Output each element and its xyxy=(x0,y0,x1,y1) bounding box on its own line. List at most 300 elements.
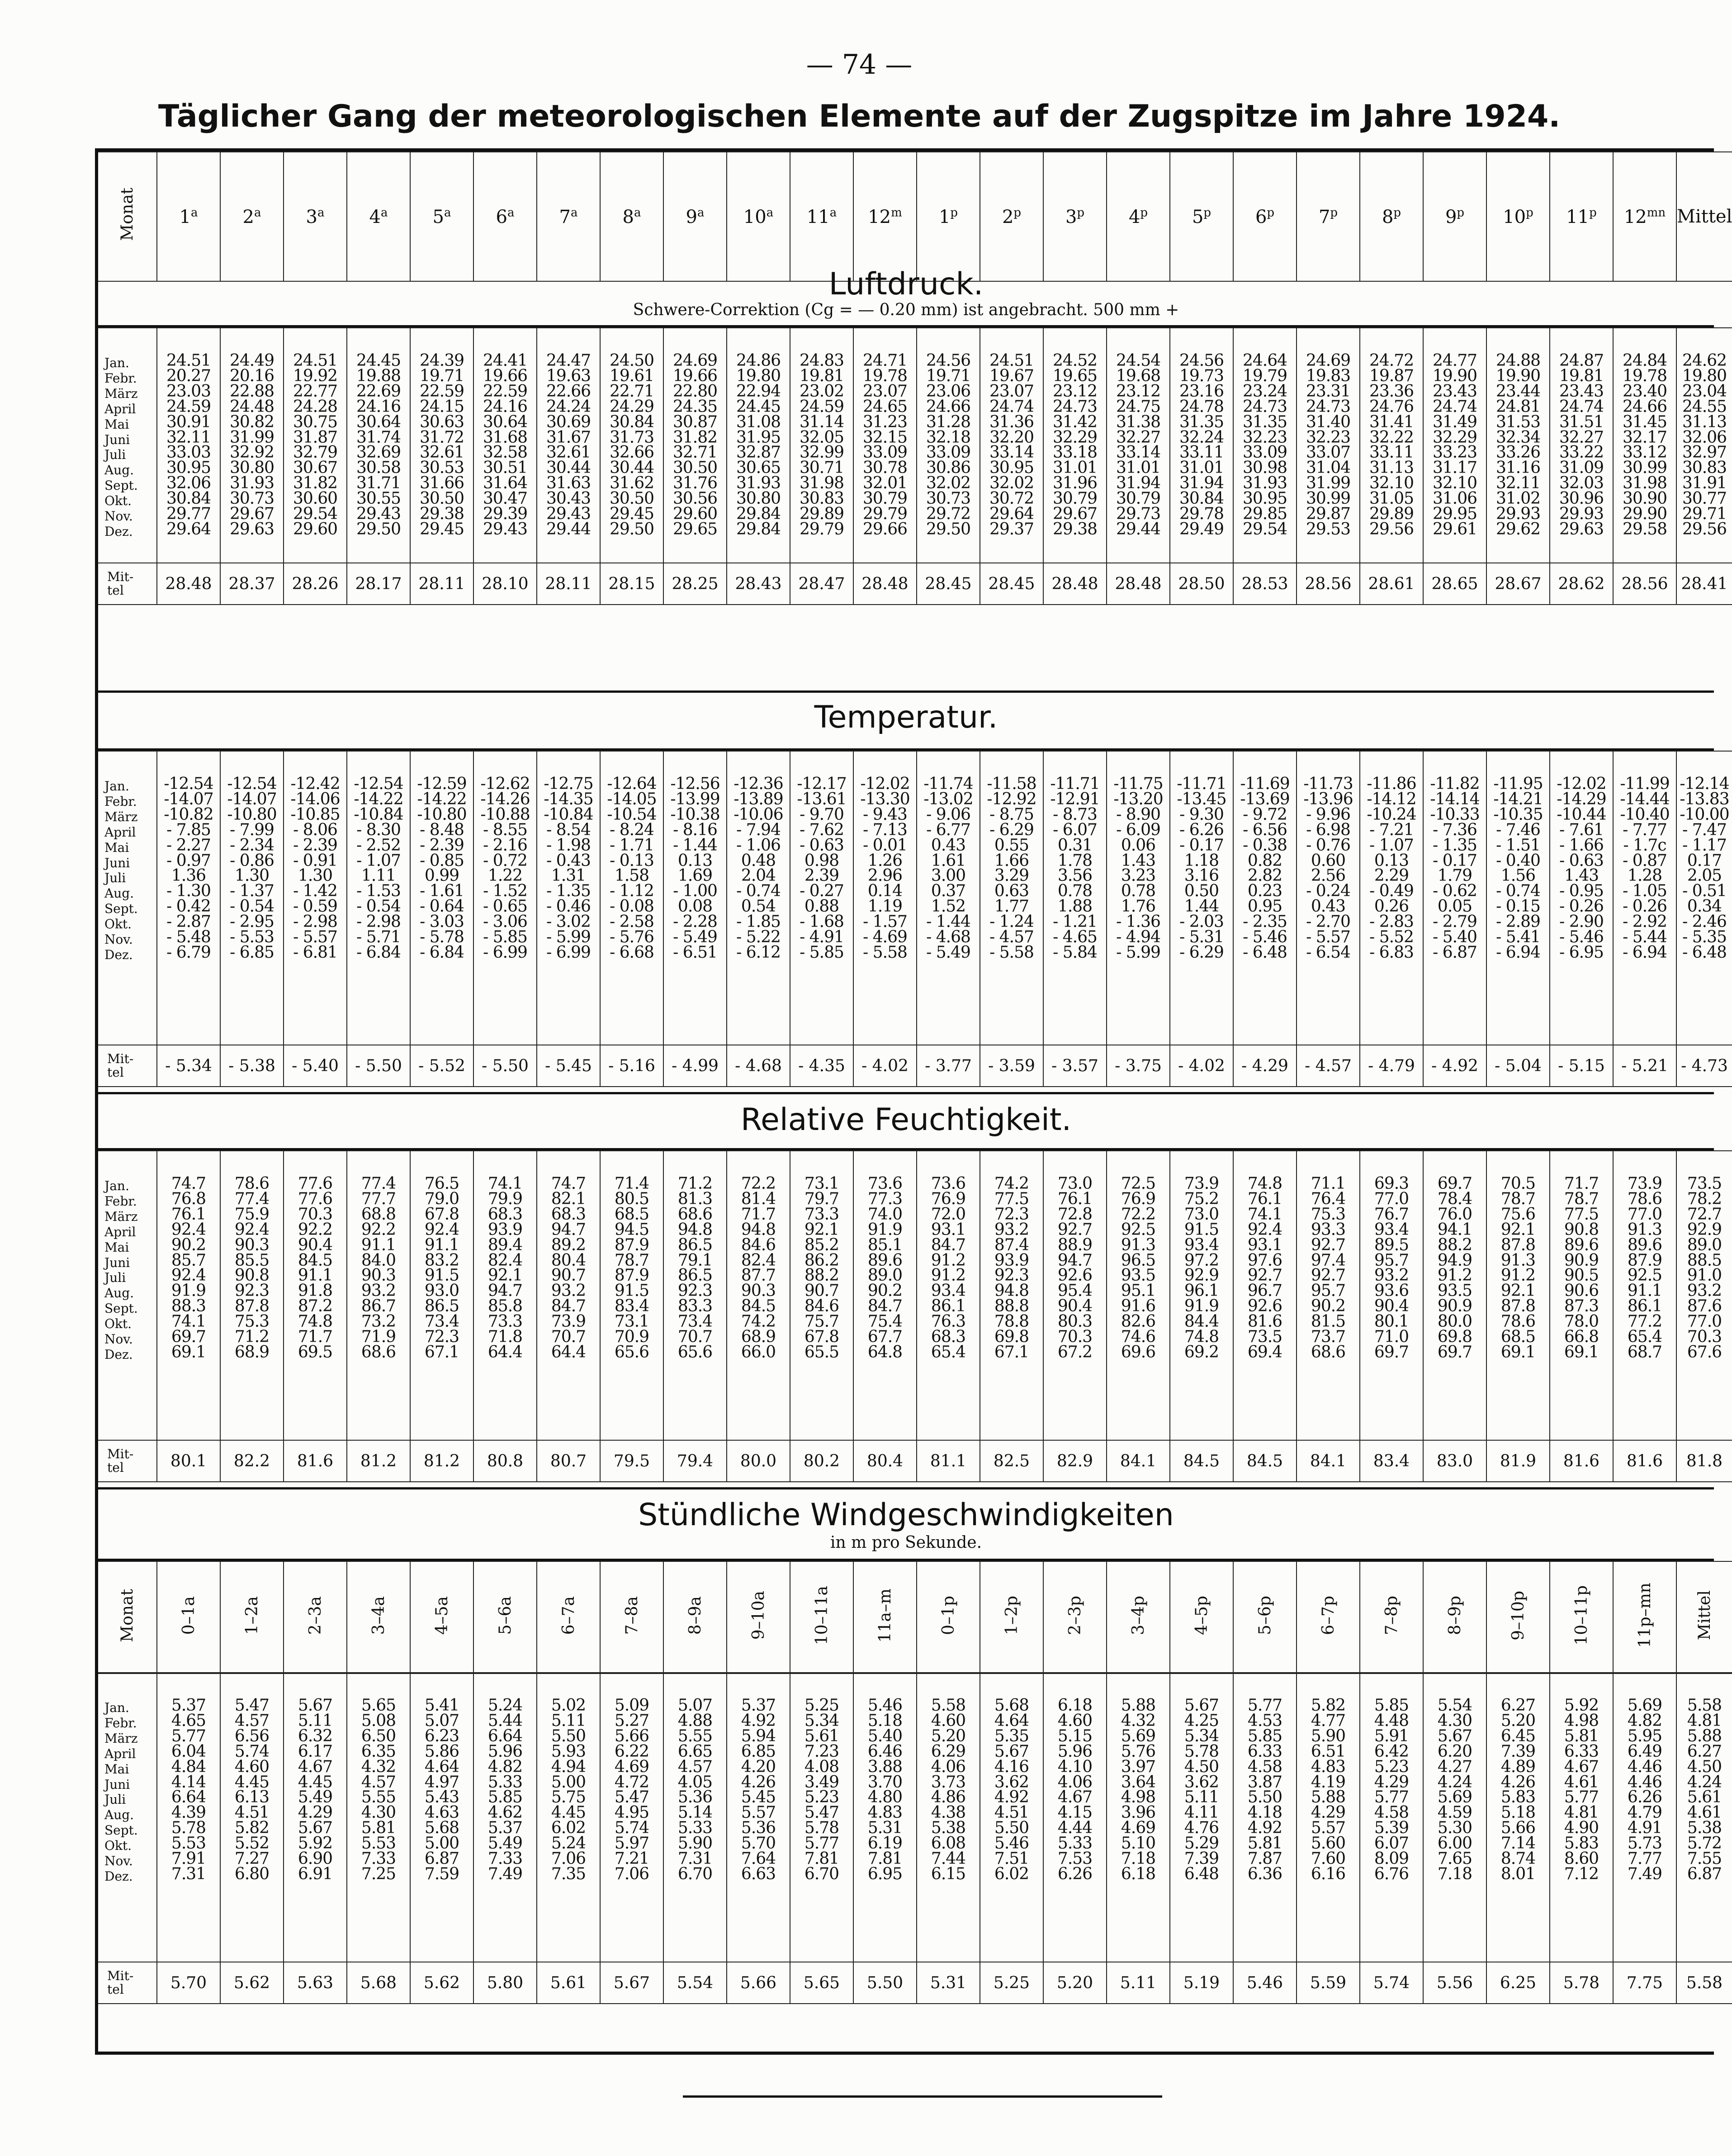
luftdruck-mean-13: 28.45 xyxy=(980,563,1043,605)
value-cell: 65.6 xyxy=(614,1343,649,1362)
value-cell: 31.93 xyxy=(736,474,781,493)
value-cell: 69.8 xyxy=(1437,1328,1472,1347)
feuchtigkeit-mean-21: 81.9 xyxy=(1486,1440,1550,1482)
value-cell: 4.58 xyxy=(1247,1757,1282,1776)
value-cell: 30.79 xyxy=(1116,489,1161,508)
value-cell: 72.5 xyxy=(1121,1174,1156,1193)
value-cell: 78.6 xyxy=(234,1174,270,1193)
value-cell: 24.69 xyxy=(1306,351,1351,370)
value-cell: 76.4 xyxy=(1311,1189,1346,1208)
value-cell: 6.70 xyxy=(804,1864,839,1883)
luftdruck-column-19 xyxy=(1360,328,1423,563)
value-cell: 5.92 xyxy=(298,1834,333,1853)
value-cell: - 5.76 xyxy=(610,928,654,947)
value-cell: - 7.13 xyxy=(863,820,907,839)
wind-column-23 xyxy=(1613,1673,1676,1962)
value-cell: 0.88 xyxy=(804,897,839,916)
hour-label: 2$^p$ xyxy=(1002,206,1022,227)
value-cell: 29.60 xyxy=(293,520,338,539)
hour-header-Mittel xyxy=(1676,152,1732,281)
value-cell: 4.57 xyxy=(361,1773,396,1792)
value-cell: - 5.22 xyxy=(736,928,781,947)
value-cell: - 6.87 xyxy=(1433,943,1477,962)
value-cell: 73.3 xyxy=(487,1312,523,1331)
wind-hour-label: 10–11p xyxy=(1572,1585,1591,1645)
value-cell: 5.07 xyxy=(677,1696,713,1715)
mean-row-label: Mit- tel xyxy=(98,1045,157,1087)
value-cell: 84.5 xyxy=(741,1297,776,1316)
value-cell: 24.84 xyxy=(1622,351,1667,370)
value-cell: -12.54 xyxy=(227,775,277,793)
value-cell: 29.71 xyxy=(1682,505,1727,524)
value-cell: 68.5 xyxy=(614,1205,649,1224)
value-cell: -11.73 xyxy=(1303,775,1353,793)
temperatur-column-24 xyxy=(1676,751,1732,1045)
value-cell: - 7.62 xyxy=(800,820,844,839)
value-cell: 74.8 xyxy=(1184,1328,1219,1347)
value-cell: 30.96 xyxy=(1559,489,1604,508)
value-cell: 92.3 xyxy=(994,1266,1029,1285)
value-cell: 4.18 xyxy=(1247,1803,1282,1822)
value-cell: 5.77 xyxy=(1247,1696,1282,1715)
value-cell: 31.95 xyxy=(736,428,781,447)
wind-hour-header xyxy=(98,1561,1714,1674)
value-cell: 5.69 xyxy=(1437,1788,1472,1807)
hour-header-1p xyxy=(917,152,980,281)
value-cell: - 0.63 xyxy=(800,836,844,855)
value-cell: 74.8 xyxy=(298,1312,333,1331)
value-cell: 5.82 xyxy=(234,1819,270,1838)
wind-column-19 xyxy=(1360,1673,1423,1962)
value-cell: 32.61 xyxy=(546,443,591,462)
value-cell: 0.60 xyxy=(1311,851,1346,870)
value-cell: 5.82 xyxy=(1311,1696,1346,1715)
wind-hour-header-10 xyxy=(790,1561,853,1674)
value-cell: 4.72 xyxy=(614,1773,649,1792)
value-cell: 29.67 xyxy=(229,505,274,524)
value-cell: 90.8 xyxy=(234,1266,270,1285)
temperatur-column-9 xyxy=(727,751,790,1045)
value-cell: 4.32 xyxy=(361,1757,396,1776)
value-cell: 84.6 xyxy=(804,1297,839,1316)
value-cell: 33.11 xyxy=(1369,443,1414,462)
temperatur-mean-17: - 4.29 xyxy=(1233,1045,1297,1087)
value-cell: 76.1 xyxy=(1057,1189,1093,1208)
value-cell: 69.7 xyxy=(1374,1343,1409,1362)
value-cell: 69.6 xyxy=(1121,1343,1156,1362)
value-cell: 6.18 xyxy=(1057,1696,1093,1715)
wind-hour-header-15 xyxy=(1107,1561,1170,1674)
value-cell: 30.83 xyxy=(799,489,844,508)
value-cell: - 5.49 xyxy=(673,928,717,947)
value-cell: - 0.26 xyxy=(1623,897,1667,916)
value-cell: 5.24 xyxy=(487,1696,523,1715)
value-cell: 33.14 xyxy=(989,443,1034,462)
value-cell: 79.7 xyxy=(804,1189,839,1208)
wind-hour-header-24 xyxy=(1676,1561,1732,1674)
value-cell: 5.18 xyxy=(1500,1803,1536,1822)
luftdruck-column-5 xyxy=(473,328,537,563)
value-cell: 0.78 xyxy=(1121,882,1156,901)
luftdruck-column-10 xyxy=(790,328,853,563)
table-luftdruck xyxy=(98,327,1728,605)
value-cell: 0.17 xyxy=(1687,851,1722,870)
value-cell: 29.65 xyxy=(672,520,718,539)
value-cell: 6.08 xyxy=(931,1834,966,1853)
value-cell: 5.85 xyxy=(1374,1696,1409,1715)
temperatur-column-10 xyxy=(790,751,853,1045)
wind-column-10 xyxy=(790,1673,853,1962)
value-cell: - 2.98 xyxy=(356,913,401,931)
value-cell: - 1.05 xyxy=(1623,882,1667,901)
luftdruck-mean-1: 28.37 xyxy=(220,563,284,605)
value-cell: 94.8 xyxy=(741,1220,776,1239)
value-cell: 87.8 xyxy=(1500,1297,1536,1316)
value-cell: 29.45 xyxy=(419,520,464,539)
value-cell: 5.60 xyxy=(1311,1834,1346,1853)
value-cell: -12.14 xyxy=(1680,775,1729,793)
value-cell: 3.62 xyxy=(1184,1773,1219,1792)
temperatur-column-2 xyxy=(284,751,347,1045)
value-cell: 31.04 xyxy=(1306,459,1351,478)
value-cell: -14.14 xyxy=(1430,790,1480,808)
value-cell: 5.67 xyxy=(298,1696,333,1715)
feuchtigkeit-mean-7: 79.5 xyxy=(600,1440,663,1482)
value-cell: 69.1 xyxy=(1564,1343,1599,1362)
value-cell: 93.9 xyxy=(487,1220,523,1239)
value-cell: 0.50 xyxy=(1184,882,1219,901)
value-cell: 91.5 xyxy=(614,1281,649,1300)
value-cell: 82.1 xyxy=(551,1189,586,1208)
value-cell: 30.47 xyxy=(483,489,528,508)
value-cell: 92.2 xyxy=(298,1220,333,1239)
value-cell: 31.06 xyxy=(1432,489,1477,508)
temperatur-mean-20: - 4.92 xyxy=(1423,1045,1486,1087)
value-cell: 31.51 xyxy=(1559,412,1604,431)
wind-hour-label: 2–3a xyxy=(306,1596,325,1635)
value-cell: 95.7 xyxy=(1374,1251,1409,1270)
hour-header-11a xyxy=(790,152,853,281)
value-cell: 29.44 xyxy=(546,520,591,539)
value-cell: 0.55 xyxy=(994,836,1029,855)
value-cell: 5.31 xyxy=(867,1819,903,1838)
luftdruck-column-24 xyxy=(1676,328,1732,563)
value-cell: 5.10 xyxy=(1121,1834,1156,1853)
value-cell: 2.39 xyxy=(804,866,839,885)
luftdruck-mean-10: 28.47 xyxy=(790,563,853,605)
value-cell: 5.95 xyxy=(1627,1726,1662,1745)
value-cell: 30.51 xyxy=(483,459,528,478)
wind-column-2 xyxy=(284,1673,347,1962)
wind-hour-header-14 xyxy=(1043,1561,1107,1674)
value-cell: 87.9 xyxy=(614,1266,649,1285)
value-cell: 4.79 xyxy=(1627,1803,1662,1822)
value-cell: - 8.55 xyxy=(483,820,527,839)
wind-column-20 xyxy=(1423,1673,1486,1962)
value-cell: 6.63 xyxy=(741,1864,776,1883)
wind-hour-label: 1–2p xyxy=(1002,1596,1021,1635)
value-cell: 5.70 xyxy=(741,1834,776,1853)
value-cell: - 0.95 xyxy=(1559,882,1604,901)
value-cell: 32.01 xyxy=(862,474,908,493)
value-cell: 5.57 xyxy=(741,1803,776,1822)
value-cell: - 0.17 xyxy=(1433,851,1477,870)
value-cell: 5.45 xyxy=(741,1788,776,1807)
value-cell: 6.64 xyxy=(487,1726,523,1745)
value-cell: 91.9 xyxy=(171,1281,206,1300)
value-cell: 77.4 xyxy=(234,1189,270,1208)
value-cell: 82.6 xyxy=(1121,1312,1156,1331)
value-cell: 4.45 xyxy=(551,1803,586,1822)
value-cell: 76.0 xyxy=(1437,1205,1472,1224)
value-cell: 29.50 xyxy=(356,520,401,539)
value-cell: 29.39 xyxy=(483,505,528,524)
value-cell: 94.9 xyxy=(1437,1251,1472,1270)
value-cell: 5.81 xyxy=(1247,1834,1282,1853)
value-cell: 4.64 xyxy=(994,1711,1029,1730)
value-cell: 5.52 xyxy=(234,1834,270,1853)
wind-mean-2: 5.63 xyxy=(284,1962,347,2004)
feuchtigkeit-mean-4: 81.2 xyxy=(410,1440,473,1482)
luftdruck-column-2 xyxy=(284,328,347,563)
value-cell: 30.60 xyxy=(293,489,338,508)
temperatur-mean-1: - 5.38 xyxy=(220,1045,284,1087)
value-cell: 29.89 xyxy=(1369,505,1414,524)
value-cell: 5.57 xyxy=(1311,1819,1346,1838)
value-cell: -10.44 xyxy=(1557,805,1606,824)
value-cell: - 4.94 xyxy=(1116,928,1160,947)
value-cell: 5.68 xyxy=(424,1819,459,1838)
value-cell: 30.44 xyxy=(609,459,654,478)
value-cell: 5.50 xyxy=(1247,1788,1282,1807)
value-cell: 84.7 xyxy=(931,1235,966,1254)
value-cell: 4.51 xyxy=(234,1803,270,1822)
value-cell: 23.07 xyxy=(989,382,1034,401)
value-cell: 30.44 xyxy=(546,459,591,478)
value-cell: 6.33 xyxy=(1564,1742,1599,1761)
value-cell: - 5.78 xyxy=(420,928,464,947)
value-cell: 4.20 xyxy=(741,1757,776,1776)
wind-mean-8: 5.54 xyxy=(663,1962,727,2004)
value-cell: - 2.39 xyxy=(293,836,337,855)
value-cell: 32.05 xyxy=(799,428,844,447)
value-cell: 4.92 xyxy=(1247,1819,1282,1838)
value-cell: 1.11 xyxy=(361,866,396,885)
value-cell: 5.34 xyxy=(1184,1726,1219,1745)
value-cell: - 5.40 xyxy=(1433,928,1477,947)
luftdruck-mean-11: 28.48 xyxy=(853,563,917,605)
value-cell: - 5.58 xyxy=(989,943,1034,962)
value-cell: 6.00 xyxy=(1437,1834,1472,1853)
mean-row-label: Mit- tel xyxy=(98,1440,157,1482)
value-cell: - 1.30 xyxy=(166,882,211,901)
wind-hour-label: Mittel xyxy=(1695,1590,1714,1641)
luftdruck-mean-21: 28.67 xyxy=(1486,563,1550,605)
value-cell: 30.50 xyxy=(609,489,654,508)
luftdruck-column-4 xyxy=(410,328,473,563)
value-cell: 31.99 xyxy=(229,428,274,447)
value-cell: 29.64 xyxy=(166,520,211,539)
value-cell: 72.2 xyxy=(1121,1205,1156,1224)
value-cell: 68.6 xyxy=(361,1343,396,1362)
value-cell: 89.6 xyxy=(1564,1235,1599,1254)
value-cell: 4.80 xyxy=(867,1788,903,1807)
value-cell: -11.75 xyxy=(1113,775,1163,793)
value-cell: 5.00 xyxy=(424,1834,459,1853)
luftdruck-mean-20: 28.65 xyxy=(1423,563,1486,605)
value-cell: 0.26 xyxy=(1374,897,1409,916)
value-cell: 1.43 xyxy=(1121,851,1156,870)
value-cell: 5.34 xyxy=(804,1711,839,1730)
value-cell: - 0.87 xyxy=(1623,851,1667,870)
value-cell: 31.94 xyxy=(1116,474,1161,493)
value-cell: 91.2 xyxy=(1500,1266,1536,1285)
value-cell: 4.98 xyxy=(1564,1711,1599,1730)
feuchtigkeit-mean-22: 81.6 xyxy=(1550,1440,1613,1482)
value-cell: 78.2 xyxy=(1687,1189,1722,1208)
value-cell: 92.4 xyxy=(424,1220,459,1239)
value-cell: 5.81 xyxy=(1564,1726,1599,1745)
value-cell: 93.4 xyxy=(1184,1235,1219,1254)
value-cell: 4.91 xyxy=(1627,1819,1662,1838)
value-cell: 6.02 xyxy=(994,1864,1029,1883)
value-cell: -11.99 xyxy=(1620,775,1670,793)
feuchtigkeit-mean-14: 82.9 xyxy=(1043,1440,1107,1482)
value-cell: 5.67 xyxy=(298,1819,333,1838)
feuchtigkeit-mean-16: 84.5 xyxy=(1170,1440,1233,1482)
value-cell: 7.06 xyxy=(551,1849,586,1868)
value-cell: 6.19 xyxy=(867,1834,903,1853)
value-cell: 93.4 xyxy=(931,1281,966,1300)
value-cell: 31.23 xyxy=(862,412,908,431)
value-cell: 5.53 xyxy=(361,1834,396,1853)
value-cell: - 0.51 xyxy=(1682,882,1727,901)
feuchtigkeit-mean-1: 82.2 xyxy=(220,1440,284,1482)
value-cell: - 1.07 xyxy=(1369,836,1414,855)
value-cell: 24.49 xyxy=(229,351,274,370)
value-cell: 0.06 xyxy=(1121,836,1156,855)
value-cell: 7.06 xyxy=(614,1864,649,1883)
value-cell: 6.15 xyxy=(931,1864,966,1883)
hour-label: $12^{mn}$ xyxy=(1623,206,1666,227)
wind-hour-label: 1–2a xyxy=(242,1596,261,1635)
value-cell: 31.66 xyxy=(419,474,464,493)
value-cell: 68.6 xyxy=(677,1205,713,1224)
value-cell: 31.49 xyxy=(1432,412,1477,431)
value-cell: - 8.16 xyxy=(673,820,717,839)
value-cell: 5.35 xyxy=(994,1726,1029,1745)
wind-column-11 xyxy=(853,1673,917,1962)
wind-mean-14: 5.20 xyxy=(1043,1962,1107,2004)
value-cell: - 0.97 xyxy=(166,851,211,870)
value-cell: - 6.94 xyxy=(1623,943,1667,962)
value-cell: 23.43 xyxy=(1432,382,1477,401)
value-cell: 85.2 xyxy=(804,1235,839,1254)
value-cell: 92.5 xyxy=(1627,1266,1662,1285)
wind-column-22 xyxy=(1550,1673,1613,1962)
value-cell: - 7.47 xyxy=(1682,820,1727,839)
value-cell: 76.1 xyxy=(171,1205,206,1224)
value-cell: 29.67 xyxy=(1052,505,1098,524)
value-cell: 23.16 xyxy=(1179,382,1224,401)
value-cell: - 6.51 xyxy=(673,943,717,962)
value-cell: 30.64 xyxy=(483,412,528,431)
value-cell: 91.2 xyxy=(1437,1266,1472,1285)
month-labels: Jan. Febr. März April Mai Juni Juli Aug. Sept. Okt. Nov. Dez. xyxy=(98,751,157,1045)
value-cell: 19.80 xyxy=(736,366,781,385)
value-cell: 30.69 xyxy=(546,412,591,431)
value-cell: 32.29 xyxy=(1432,428,1477,447)
value-cell: 91.3 xyxy=(1627,1220,1662,1239)
value-cell: 7.51 xyxy=(994,1849,1029,1868)
value-cell: 8.01 xyxy=(1500,1864,1536,1883)
value-cell: 29.61 xyxy=(1432,520,1477,539)
value-cell: -13.61 xyxy=(797,790,847,808)
value-cell: 4.82 xyxy=(487,1757,523,1776)
value-cell: - 1.00 xyxy=(673,882,717,901)
value-cell: 6.46 xyxy=(867,1742,903,1761)
wind-column-4 xyxy=(410,1673,473,1962)
value-cell: 70.5 xyxy=(1500,1174,1536,1193)
value-cell: - 8.75 xyxy=(989,805,1034,824)
value-cell: 31.98 xyxy=(1622,474,1667,493)
hour-label: 5$^a$ xyxy=(432,206,451,227)
value-cell: 6.42 xyxy=(1374,1742,1409,1761)
value-cell: - 9.06 xyxy=(926,805,970,824)
value-cell: 30.72 xyxy=(989,489,1034,508)
wind-hour-label: 11a–m xyxy=(875,1588,894,1643)
value-cell: 5.41 xyxy=(424,1696,459,1715)
value-cell: 4.77 xyxy=(1311,1711,1346,1730)
value-cell: 5.55 xyxy=(677,1726,713,1745)
value-cell: -12.02 xyxy=(860,775,910,793)
temperatur-column-18 xyxy=(1297,751,1360,1045)
value-cell: - 0.01 xyxy=(863,836,907,855)
luftdruck-column-17 xyxy=(1233,328,1297,563)
wind-hour-header-6 xyxy=(537,1561,600,1674)
value-cell: 4.59 xyxy=(1437,1803,1472,1822)
value-cell: 7.91 xyxy=(171,1849,206,1868)
value-cell: - 2.03 xyxy=(1179,913,1224,931)
value-cell: 29.60 xyxy=(672,505,718,524)
value-cell: 31.98 xyxy=(799,474,844,493)
section-subtitle-wind: in m pro Sekunde. xyxy=(830,1533,982,1552)
value-cell: 96.7 xyxy=(1247,1281,1282,1300)
value-cell: 75.4 xyxy=(867,1312,903,1331)
value-cell: 0.43 xyxy=(931,836,966,855)
value-cell: 4.76 xyxy=(1184,1819,1219,1838)
value-cell: 68.5 xyxy=(1500,1328,1536,1347)
value-cell: 5.47 xyxy=(804,1803,839,1822)
value-cell: 92.2 xyxy=(361,1220,396,1239)
value-cell: 31.67 xyxy=(546,428,591,447)
value-cell: 71.7 xyxy=(741,1205,776,1224)
value-cell: 31.73 xyxy=(609,428,654,447)
value-cell: 74.1 xyxy=(487,1174,523,1193)
value-cell: 87.8 xyxy=(234,1297,270,1316)
value-cell: 86.7 xyxy=(361,1297,396,1316)
value-cell: 1.18 xyxy=(1184,851,1219,870)
value-cell: 85.8 xyxy=(487,1297,523,1316)
value-cell: 4.81 xyxy=(1564,1803,1599,1822)
value-cell: 31.94 xyxy=(1179,474,1224,493)
value-cell: - 0.74 xyxy=(736,882,781,901)
value-cell: 5.36 xyxy=(741,1819,776,1838)
value-cell: - 0.15 xyxy=(1496,897,1540,916)
value-cell: 30.55 xyxy=(356,489,401,508)
value-cell: 7.12 xyxy=(1564,1864,1599,1883)
value-cell: 4.92 xyxy=(741,1711,776,1730)
